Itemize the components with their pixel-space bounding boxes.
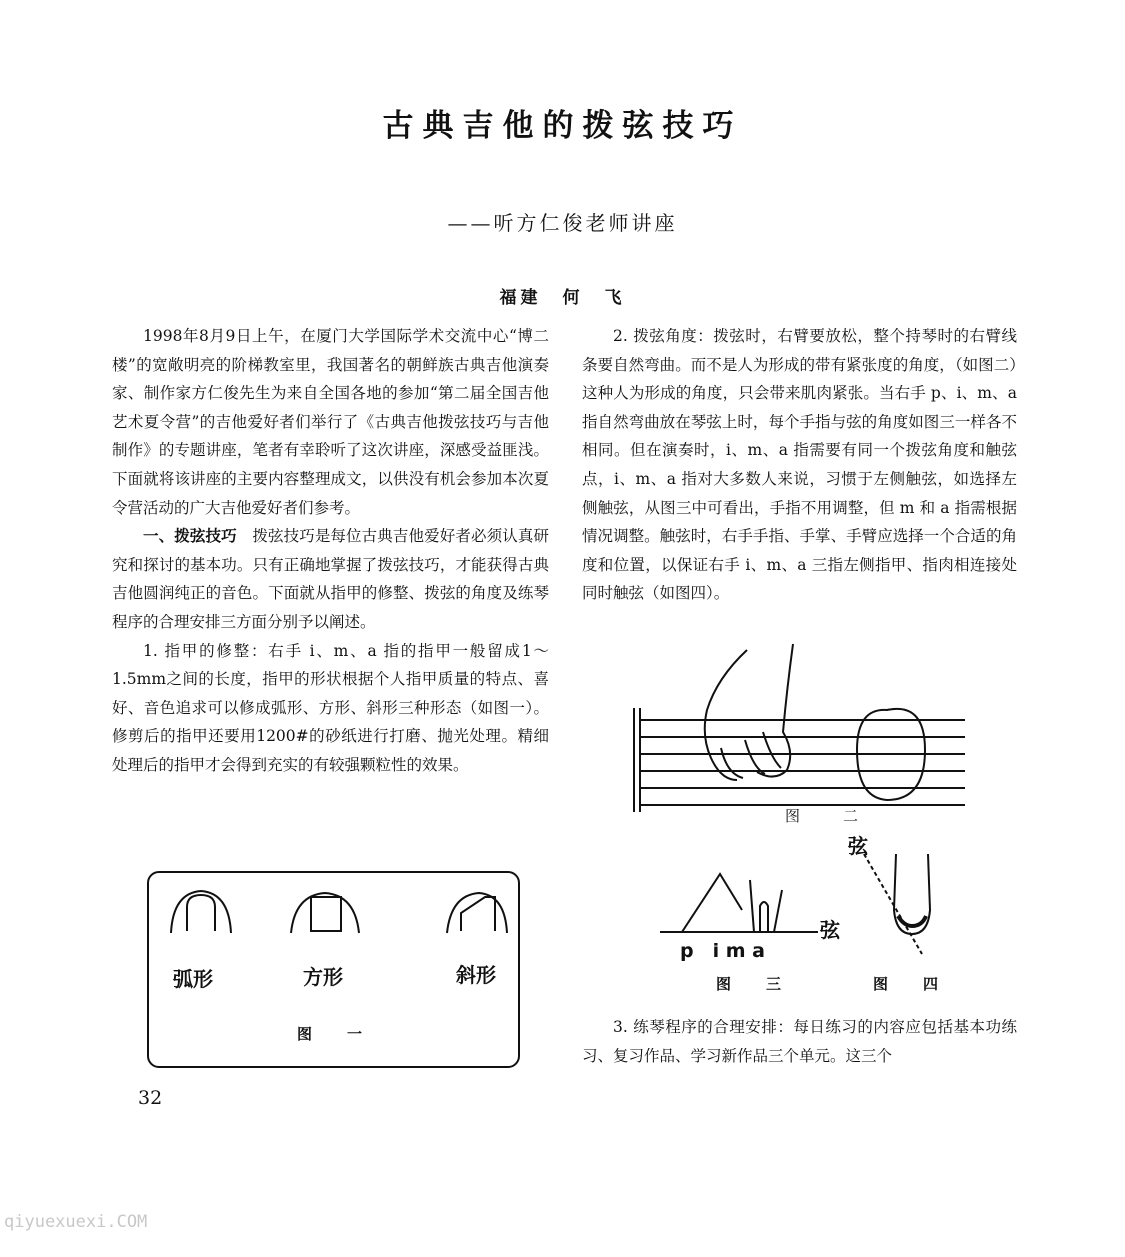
- string-diagonal: [864, 854, 922, 954]
- index-finger-line: [750, 880, 754, 932]
- right-column-continued: [582, 1013, 1017, 1070]
- arc-nail-icon: [171, 891, 231, 933]
- right-column: [582, 322, 1017, 608]
- page-number: 32: [138, 1087, 163, 1109]
- slanted-nail-icon: [447, 893, 507, 933]
- square-nail-icon: [291, 893, 359, 933]
- finger-letters: p i m a: [680, 940, 765, 962]
- arc-label: 弧形: [173, 967, 213, 991]
- nail-edge: [898, 916, 926, 926]
- figure-4-fingertip: [860, 850, 940, 960]
- arc-nail-inner: [187, 895, 215, 931]
- middle-finger-line: [760, 902, 768, 932]
- watermark-text: qiyuexuexi.COM: [4, 1212, 148, 1232]
- slanted-nail-inner: [461, 897, 495, 931]
- section-1-text: 拨弦技巧是每位古典吉他爱好者必须认真研究和探讨的基本功。只有正确地掌握了拨弦技巧，才能获得古典吉他圆润纯正的音色。下面就从指甲的修整、拨弦的角度及练琴程序的合理安排三方面分别予以阐述。: [112, 527, 549, 631]
- nail-trimming-paragraph: 1. 指甲的修整：右手 i、m、a 指的指甲一般留成1～1.5mm之间的长度，指甲的形状根据个人指甲质量的特点、喜好、音色追求可以修成弧形、方形、斜形三种形态（如图一）。修剪后的指甲还要用1200#的砂纸进行打磨、抛光处理。精细处理后的指甲才会得到充实的有较强颗粒性的效果。: [112, 641, 549, 774]
- ring-finger-line: [774, 890, 782, 932]
- left-column: [112, 322, 549, 780]
- article-subtitle: ——听方仁俊老师讲座: [447, 211, 678, 235]
- square-nail-inner: [311, 897, 341, 931]
- slanted-label: 斜形: [456, 963, 496, 987]
- figure-4-string-label: 弦: [848, 834, 868, 858]
- hand-outline: [705, 644, 793, 780]
- article-author: 福建 何 飞: [499, 288, 626, 308]
- plucking-angle-paragraph: 2. 拨弦角度：拨弦时，右臂要放松，整个持琴时的右臂线条要自然弯曲。而不是人为形成的带有紧张度的角度，（如图二）这种人为形成的角度，只会带来肌肉紧张。当右手 p、i、m、a 指自然弯曲放在琴弦上时，每个手指与弦的角度如图三一样各不相同。但在演奏时，i、m、a 指需要有同一个拨弦角度和触弦点，i、m、a 指对大多数人来说，习惯于左侧触弦，如选择左侧触弦，从图三中可看出，手指不用调整，但 m 和 a 指需根据情况调整。触弦时，右手手指、手掌、手臂应选择一个合适的角度和位置，以保证右手 i、m、a 三指左侧指甲、指肉相连接处同时触弦（如图四）。: [582, 327, 1017, 603]
- figure-3-finger-angles: [660, 866, 820, 946]
- figure-3-string-label: 弦: [820, 918, 840, 942]
- figure-4-caption: 图 四: [873, 975, 949, 993]
- figure-2-caption: 图 二: [785, 807, 873, 825]
- figure-1-caption: 图 一: [297, 1025, 373, 1043]
- thumb-line: [682, 874, 742, 932]
- practice-schedule-paragraph: 3. 练琴程序的合理安排：每日练习的内容应包括基本功练习、复习作品、学习新作品三个单元。这三个: [582, 1018, 1017, 1065]
- intro-paragraph: 1998年8月9日上午，在厦门大学国际学术交流中心“博二楼”的宽敞明亮的阶梯教室里，我国著名的朝鲜族古典吉他演奏家、制作家方仁俊先生为来自全国各地的参加“第二届全国吉他艺术夏令营”的吉他爱好者们举行了《古典吉他拨弦技巧与吉他制作》的专题讲座，笔者有幸聆听了这次讲座，深感受益匪浅。下面就将该讲座的主要内容整理成文，以供没有机会参加本次夏令营活动的广大吉他爱好者们参考。: [112, 327, 549, 517]
- section-1-heading: 一、拨弦技巧: [143, 526, 237, 546]
- article-title: 古典吉他的拨弦技巧: [382, 108, 743, 144]
- figure-2-hand-on-strings: [625, 640, 970, 825]
- figure-1-box: [147, 871, 520, 1068]
- section-1-paragraph: [112, 522, 549, 636]
- figure-3-caption: 图 三: [716, 975, 792, 993]
- square-label: 方形: [303, 965, 343, 989]
